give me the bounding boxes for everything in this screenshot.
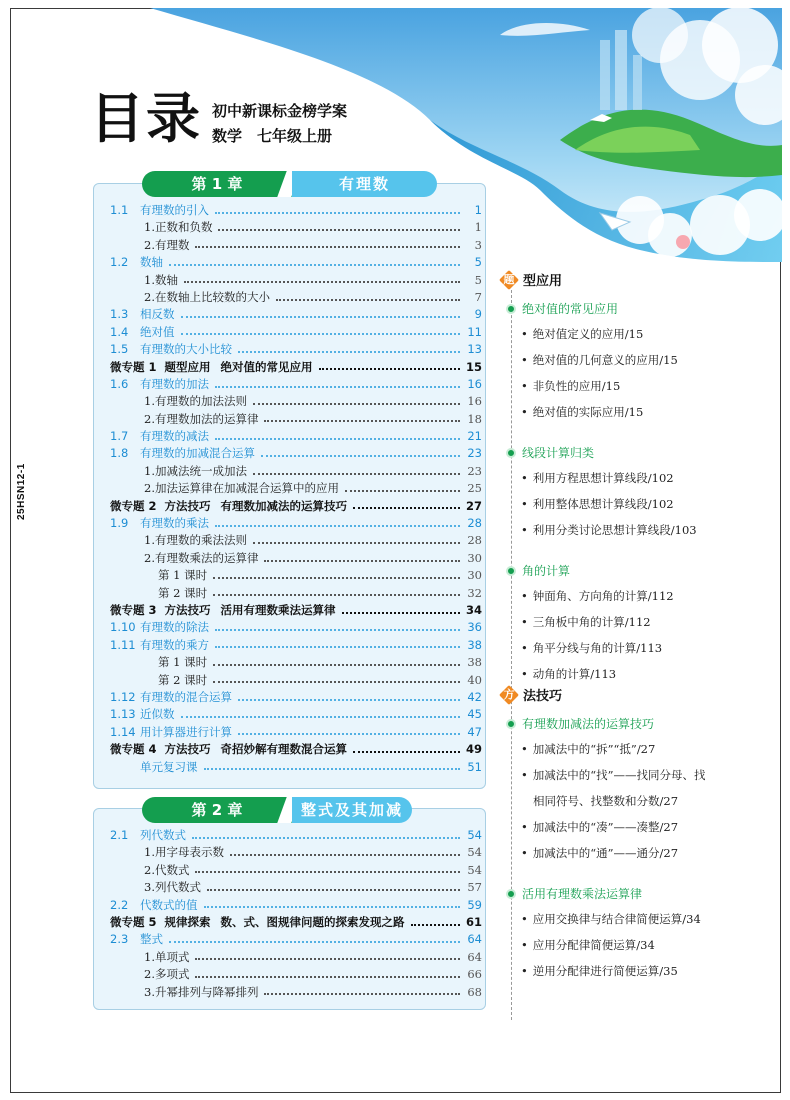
- toc-entry[interactable]: [110, 289, 482, 306]
- toc-entry-subtitle: 绝对值的常见应用: [220, 359, 313, 374]
- toc-leader-dots: [192, 837, 460, 839]
- bullet-icon: •: [521, 667, 528, 681]
- toc-leader-dots: [181, 333, 461, 335]
- toc-entry-number: 2.1: [110, 828, 129, 842]
- bullet-icon: •: [521, 938, 528, 952]
- chapter1-label: 第 1 章: [142, 171, 292, 197]
- topic-item[interactable]: [521, 470, 674, 486]
- toc-entry[interactable]: [110, 949, 482, 966]
- toc-page-number: 57: [467, 880, 482, 895]
- topic-group-title: 有理数加减法的运算技巧: [522, 717, 655, 731]
- toc-entry-title: 近似数: [140, 707, 175, 722]
- toc-entry-title: 2.多项式: [144, 967, 190, 982]
- book-subtitle: 数学 七年级上册: [212, 127, 333, 145]
- toc-entry[interactable]: [110, 359, 482, 376]
- toc-page-number: 47: [467, 724, 482, 739]
- bullet-icon: •: [521, 353, 528, 367]
- topic-item[interactable]: [521, 614, 651, 630]
- toc-page-number: 30: [467, 550, 482, 565]
- toc-entry[interactable]: [110, 411, 482, 428]
- toc-leader-dots: [169, 264, 460, 266]
- toc-entry-number: 1.11: [110, 637, 136, 652]
- toc-leader-dots: [319, 368, 460, 370]
- toc-entry[interactable]: [110, 254, 482, 271]
- toc-entry-subtitle: 奇招妙解有理数混合运算: [220, 742, 348, 757]
- toc-entry-title: 第 2 课时: [158, 672, 208, 687]
- toc-page-number: 42: [467, 689, 482, 704]
- toc-leader-dots: [238, 351, 460, 353]
- toc-leader-dots: [264, 993, 460, 995]
- chapter1-name: 有理数: [292, 171, 437, 197]
- toc-entry-title: 单元复习课: [140, 759, 198, 774]
- toc-page-number: 7: [474, 289, 482, 304]
- toc-entry-number: 微专题 3: [110, 602, 157, 617]
- toc-entry-number: 1.8: [110, 446, 129, 461]
- toc-entry-number: 2.3: [110, 932, 129, 947]
- toc-entry-number: 1.14: [110, 724, 136, 739]
- toc-entry-title: 第 1 课时: [158, 655, 208, 670]
- topic-item[interactable]: [521, 326, 643, 342]
- topic-group-heading: [506, 715, 654, 732]
- section-title: 法技巧: [523, 689, 563, 704]
- bullet-dot-icon: [506, 719, 516, 729]
- section-badge: [500, 686, 518, 704]
- toc-page-number: 28: [467, 533, 482, 548]
- topic-item[interactable]: [521, 937, 655, 953]
- bullet-icon: •: [521, 768, 528, 782]
- topic-item-text: 相同符号、找整数和分数/27: [533, 794, 679, 808]
- toc-leader-dots: [353, 751, 460, 753]
- topic-item[interactable]: [521, 640, 662, 656]
- toc-entry[interactable]: [110, 515, 482, 532]
- toc-entry[interactable]: [110, 498, 482, 515]
- toc-page-number: 45: [467, 707, 482, 722]
- toc-entry[interactable]: [110, 637, 482, 654]
- toc-page-number: 5: [474, 255, 482, 270]
- toc-entry[interactable]: [110, 306, 482, 323]
- toc-page-number: 38: [467, 637, 482, 652]
- toc-entry[interactable]: [110, 897, 482, 914]
- toc-leader-dots: [264, 560, 460, 562]
- toc-entry-title: 2.在数轴上比较数的大小: [144, 289, 270, 304]
- toc-leader-dots: [353, 507, 460, 509]
- topic-item[interactable]: [521, 963, 678, 979]
- right-column-divider: [511, 290, 512, 1020]
- toc-entry-title: 有理数的引入: [140, 203, 209, 217]
- toc-entry-title: 用计算器进行计算: [140, 724, 232, 739]
- toc-page-number: 68: [467, 984, 482, 999]
- toc-entry-title: 方法技巧: [164, 742, 211, 757]
- bullet-icon: •: [521, 912, 528, 926]
- toc-leader-dots: [195, 958, 460, 960]
- topic-item[interactable]: [521, 911, 701, 927]
- toc-entry-number: 微专题 4: [110, 742, 157, 757]
- section-heading: [500, 270, 562, 289]
- topic-group-title: 活用有理数乘法运算律: [522, 887, 643, 901]
- toc-leader-dots: [253, 473, 460, 475]
- toc-entry[interactable]: [110, 827, 482, 844]
- toc-page-number: 16: [467, 394, 482, 409]
- toc-page-number: 9: [474, 307, 482, 322]
- toc-page-number: 1: [474, 220, 482, 235]
- toc-leader-dots: [204, 906, 461, 908]
- toc-leader-dots: [230, 854, 460, 856]
- toc-entry-title: 1.正数和负数: [144, 220, 213, 235]
- toc-leader-dots: [195, 976, 460, 978]
- toc-leader-dots: [218, 229, 460, 231]
- bullet-dot-icon: [506, 889, 516, 899]
- topic-item-text: 钟面角、方向角的计算/112: [532, 589, 674, 603]
- toc-entry-number: 1.5: [110, 342, 129, 357]
- toc-entry-subtitle: 有理数加减法的运算技巧: [220, 498, 348, 513]
- toc-page-number: 28: [467, 516, 482, 531]
- toc-leader-dots: [215, 438, 460, 440]
- toc-leader-dots: [207, 889, 460, 891]
- toc-leader-dots: [215, 525, 460, 527]
- toc-entry[interactable]: [110, 879, 482, 896]
- toc-entry-number: 1.10: [110, 620, 136, 635]
- toc-page-number: 61: [465, 914, 482, 929]
- toc-leader-dots: [181, 316, 461, 318]
- toc-leader-dots: [195, 871, 460, 873]
- toc-entry[interactable]: [110, 219, 482, 236]
- series-title: 初中新课标金榜学案: [212, 102, 348, 120]
- toc-page-number: 5: [474, 272, 482, 287]
- toc-leader-dots: [215, 386, 460, 388]
- toc-entry[interactable]: [110, 237, 482, 254]
- toc-entry-number: 1.13: [110, 707, 136, 722]
- toc-page-number: 54: [467, 862, 482, 877]
- toc-entry[interactable]: [110, 914, 482, 931]
- toc-page-number: 66: [467, 967, 482, 982]
- toc-entry-title: 2.加法运算律在加减混合运算中的应用: [144, 481, 339, 496]
- toc-page-number: 18: [467, 411, 482, 426]
- toc-entry-title: 3.列代数式: [144, 880, 201, 895]
- toc-entry-title: 有理数的加法: [140, 376, 209, 391]
- toc-entry-title: 2.有理数: [144, 237, 190, 252]
- toc-entry-title: 有理数的减法: [140, 429, 209, 444]
- toc-entry-subtitle: 活用有理数乘法运算律: [220, 602, 336, 617]
- toc-entry[interactable]: [110, 706, 482, 723]
- topic-group-heading: [506, 300, 618, 317]
- toc-entry[interactable]: [110, 689, 482, 706]
- toc-entry-title: 有理数的加减混合运算: [140, 446, 255, 461]
- toc-entry-number: 微专题 5: [110, 914, 157, 929]
- toc-entry[interactable]: [110, 428, 482, 445]
- topic-item-text: 应用交换律与结合律简便运算/34: [532, 912, 701, 926]
- toc-page-number: 51: [467, 759, 482, 774]
- toc-entry[interactable]: [110, 272, 482, 289]
- toc-entry[interactable]: [110, 844, 482, 861]
- toc-entry-title: 有理数的乘法: [140, 516, 209, 531]
- toc-leader-dots: [213, 594, 460, 596]
- topic-item-text: 逆用分配律进行简便运算/35: [532, 964, 678, 978]
- toc-page-number: 15: [465, 359, 482, 374]
- toc-page-number: 16: [467, 376, 482, 391]
- toc-entry[interactable]: [110, 480, 482, 497]
- toc-page-number: 59: [467, 897, 482, 912]
- bullet-icon: •: [521, 641, 528, 655]
- toc-entry-number: 1.6: [110, 376, 129, 391]
- topic-item-text: 利用分类讨论思想计算线段/103: [532, 523, 697, 537]
- toc-page-number: 25: [467, 481, 482, 496]
- toc-page-number: 36: [467, 620, 482, 635]
- bullet-icon: •: [521, 497, 528, 511]
- toc-leader-dots: [184, 281, 460, 283]
- section-heading: [500, 685, 562, 704]
- bullet-icon: •: [521, 405, 528, 419]
- bullet-icon: •: [521, 820, 528, 834]
- toc-leader-dots: [276, 299, 460, 301]
- topic-item[interactable]: [521, 741, 655, 757]
- toc-page-number: 21: [467, 429, 482, 444]
- toc-entry-title: 列代数式: [140, 828, 186, 842]
- side-code: 25HSN12-1: [16, 463, 27, 520]
- bullet-icon: •: [521, 846, 528, 860]
- toc-entry[interactable]: [110, 585, 482, 602]
- toc-entry-title: 2.有理数加法的运算律: [144, 411, 259, 426]
- toc-entry-title: 2.有理数乘法的运算律: [144, 550, 259, 565]
- page-title: 目录: [90, 87, 202, 150]
- topic-item-text: 利用整体思想计算线段/102: [532, 497, 674, 511]
- toc-entry[interactable]: [110, 202, 482, 219]
- topic-item-text: 角平分线与角的计算/113: [532, 641, 663, 655]
- toc-leader-dots: [169, 941, 460, 943]
- toc-page-number: 49: [465, 742, 482, 757]
- toc-entry-title: 1.用字母表示数: [144, 845, 224, 860]
- toc-entry-title: 1.单项式: [144, 949, 190, 964]
- toc-entry-title: 有理数的大小比较: [140, 342, 232, 357]
- toc-entry[interactable]: [110, 393, 482, 410]
- toc-entry-title: 题型应用: [164, 359, 211, 374]
- toc-entry[interactable]: [110, 567, 482, 584]
- toc-entry-number: 1.9: [110, 516, 129, 531]
- toc-entry[interactable]: [110, 984, 482, 1001]
- toc-entry-number: 1.4: [110, 324, 129, 339]
- toc-leader-dots: [238, 699, 460, 701]
- topic-item-text: 绝对值定义的应用/15: [532, 327, 644, 341]
- toc-entry-number: 1.7: [110, 429, 129, 444]
- bullet-icon: •: [521, 964, 528, 978]
- toc-entry-title: 第 2 课时: [158, 585, 208, 600]
- bullet-icon: •: [521, 523, 528, 537]
- toc-leader-dots: [342, 612, 460, 614]
- toc-page-number: 3: [474, 237, 482, 252]
- toc-entry[interactable]: [110, 445, 482, 462]
- toc-leader-dots: [213, 681, 460, 683]
- toc-page-number: 64: [467, 949, 482, 964]
- toc-leader-dots: [204, 768, 461, 770]
- toc-entry-number: 1.1: [110, 203, 129, 217]
- toc-entry[interactable]: [110, 532, 482, 549]
- toc-entry-title: 1.有理数的加法法则: [144, 394, 247, 409]
- topic-group-heading: [506, 562, 570, 579]
- bullet-icon: •: [521, 742, 528, 756]
- toc-leader-dots: [411, 924, 460, 926]
- bullet-dot-icon: [506, 566, 516, 576]
- toc-leader-dots: [195, 246, 460, 248]
- toc-page-number: 23: [467, 463, 482, 478]
- topic-item[interactable]: [521, 767, 706, 783]
- toc-entry-title: 相反数: [140, 307, 175, 322]
- toc-entry[interactable]: [110, 376, 482, 393]
- toc-page-number: 13: [467, 342, 482, 357]
- chapter2-name: 整式及其加减: [292, 797, 412, 823]
- toc-page-number: 30: [467, 568, 482, 583]
- toc-page-number: 23: [467, 446, 482, 461]
- topic-item[interactable]: [521, 496, 674, 512]
- topic-item[interactable]: [521, 378, 620, 394]
- bullet-icon: •: [521, 471, 528, 485]
- chapter2-header: [142, 797, 412, 823]
- bullet-dot-icon: [506, 448, 516, 458]
- topic-item-text: 加减法中的“拆”“抵”/27: [532, 742, 656, 756]
- toc-entry-title: 第 1 课时: [158, 568, 208, 583]
- topic-group-title: 线段计算归类: [522, 446, 595, 460]
- topic-item-text: 动角的计算/113: [532, 667, 617, 681]
- toc-leader-dots: [215, 212, 460, 214]
- toc-entry-number: 1.12: [110, 689, 136, 704]
- bullet-icon: •: [521, 327, 528, 341]
- toc-entry[interactable]: [110, 324, 482, 341]
- toc-entry-title: 方法技巧: [164, 498, 211, 513]
- topic-item[interactable]: [521, 666, 616, 682]
- topic-item-text: 利用方程思想计算线段/102: [532, 471, 674, 485]
- toc-leader-dots: [261, 455, 460, 457]
- toc-page-number: 54: [467, 845, 482, 860]
- section-badge-char: 题: [503, 272, 515, 286]
- toc-entry[interactable]: [110, 341, 482, 358]
- bullet-dot-icon: [506, 304, 516, 314]
- chapter1-header: [142, 171, 437, 197]
- toc-entry-title: 代数式的值: [140, 897, 198, 912]
- toc-entry[interactable]: [110, 759, 482, 776]
- toc-entry-title: 有理数的乘方: [140, 637, 209, 652]
- topic-item[interactable]: [521, 352, 678, 368]
- toc-entry[interactable]: [110, 931, 482, 948]
- toc-entry-subtitle: 数、式、图规律问题的探索发现之路: [220, 914, 405, 929]
- topic-item-text: 加减法中的“凑”——凑整/27: [532, 820, 679, 834]
- topic-item-text: 加减法中的“通”——通分/27: [532, 846, 679, 860]
- toc-page-number: 64: [467, 932, 482, 947]
- topic-group-heading: [506, 885, 642, 902]
- toc-leader-dots: [215, 646, 460, 648]
- toc-entry-number: 微专题 1: [110, 359, 157, 374]
- toc-entry[interactable]: [110, 654, 482, 671]
- chapter1-toc: [110, 202, 482, 776]
- topic-item[interactable]: [521, 819, 678, 835]
- toc-entry[interactable]: [110, 550, 482, 567]
- toc-leader-dots: [181, 716, 461, 718]
- topic-item-text: 绝对值的实际应用/15: [532, 405, 644, 419]
- toc-entry-title: 方法技巧: [164, 602, 211, 617]
- chapter2-label: 第 2 章: [142, 797, 292, 823]
- topic-group-heading: [506, 444, 594, 461]
- topic-item-text: 绝对值的几何意义的应用/15: [532, 353, 678, 367]
- toc-leader-dots: [345, 490, 460, 492]
- toc-leader-dots: [213, 664, 460, 666]
- toc-entry-number: 2.2: [110, 897, 129, 912]
- toc-entry-number: 微专题 2: [110, 498, 157, 513]
- section-title: 型应用: [523, 274, 563, 289]
- toc-page-number: 32: [467, 585, 482, 600]
- bullet-icon: •: [521, 379, 528, 393]
- toc-entry-title: 有理数的除法: [140, 620, 209, 635]
- toc-entry-title: 1.数轴: [144, 272, 178, 287]
- topic-item-text: 加减法中的“找”——找同分母、找: [532, 768, 706, 782]
- section-badge-char: 方: [503, 687, 515, 701]
- toc-entry[interactable]: [110, 672, 482, 689]
- toc-entry[interactable]: [110, 862, 482, 879]
- toc-leader-dots: [238, 733, 460, 735]
- toc-entry-title: 2.代数式: [144, 862, 190, 877]
- toc-leader-dots: [253, 403, 460, 405]
- toc-leader-dots: [253, 542, 460, 544]
- toc-page-number: 38: [467, 655, 482, 670]
- toc-page-number: 27: [465, 498, 482, 513]
- topic-group-title: 绝对值的常见应用: [522, 302, 619, 316]
- topic-group-title: 角的计算: [522, 564, 571, 578]
- toc-entry-title: 1.有理数的乘法法则: [144, 533, 247, 548]
- toc-leader-dots: [264, 420, 460, 422]
- topic-item-text: 应用分配律简便运算/34: [532, 938, 655, 952]
- toc-entry[interactable]: [110, 724, 482, 741]
- section-badge: [500, 271, 518, 289]
- toc-page-number: 1: [474, 203, 482, 217]
- toc-page-number: 54: [467, 828, 482, 842]
- toc-entry-number: 1.3: [110, 307, 129, 322]
- topic-item-text: 非负性的应用/15: [532, 379, 621, 393]
- toc-entry[interactable]: [110, 966, 482, 983]
- toc-page-number: 34: [465, 602, 482, 617]
- bullet-icon: •: [521, 589, 528, 603]
- toc-entry[interactable]: [110, 741, 482, 758]
- toc-entry[interactable]: [110, 619, 482, 636]
- topic-item[interactable]: [521, 588, 674, 604]
- toc-leader-dots: [213, 577, 460, 579]
- toc-entry-title: 绝对值: [140, 324, 175, 339]
- toc-leader-dots: [215, 629, 460, 631]
- toc-entry-title: 有理数的混合运算: [140, 689, 232, 704]
- toc-entry-title: 1.加减法统一成加法: [144, 463, 247, 478]
- toc-entry-number: 1.2: [110, 255, 129, 270]
- topic-item-text: 三角板中角的计算/112: [532, 615, 651, 629]
- toc-entry-title: 整式: [140, 932, 163, 947]
- toc-page-number: 40: [467, 672, 482, 687]
- toc-page-number: 11: [467, 324, 482, 339]
- topic-item[interactable]: [533, 793, 678, 809]
- chapter2-toc: [110, 827, 482, 1001]
- toc-entry-title: 规律探索: [164, 914, 211, 929]
- toc-entry[interactable]: [110, 602, 482, 619]
- bullet-icon: •: [521, 615, 528, 629]
- toc-entry[interactable]: [110, 463, 482, 480]
- toc-entry-title: 数轴: [140, 255, 163, 270]
- topic-item[interactable]: [521, 845, 678, 861]
- toc-entry-title: 3.升幂排列与降幂排列: [144, 984, 259, 999]
- topic-item[interactable]: [521, 522, 697, 538]
- topic-item[interactable]: [521, 404, 643, 420]
